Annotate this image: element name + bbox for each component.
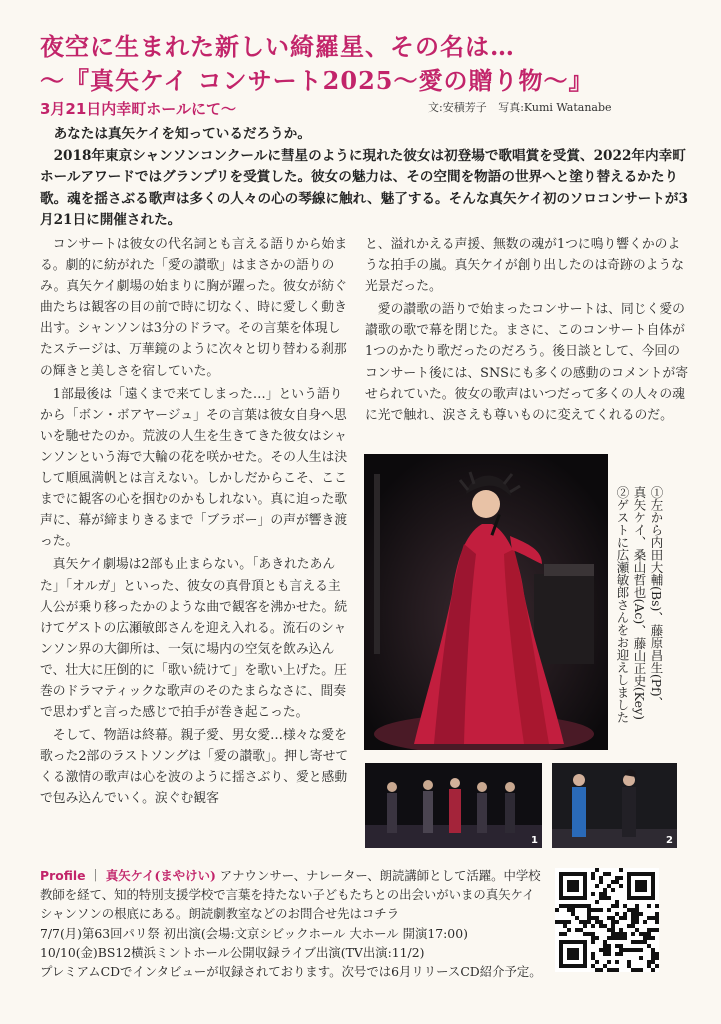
qr-module	[611, 904, 615, 908]
qr-module	[647, 964, 651, 968]
profile-name: 真矢ケイ(まやけい)	[105, 868, 216, 883]
qr-module	[623, 904, 627, 908]
qr-module	[607, 952, 611, 956]
qr-module	[559, 932, 563, 936]
qr-module	[599, 924, 603, 928]
qr-module	[567, 908, 571, 912]
qr-module	[615, 936, 619, 940]
qr-module	[631, 968, 635, 972]
qr-module	[611, 920, 615, 924]
qr-module	[595, 868, 599, 872]
qr-module	[611, 888, 615, 892]
qr-module	[599, 948, 603, 952]
qr-module	[647, 960, 651, 964]
qr-module	[611, 928, 615, 932]
qr-module	[599, 920, 603, 924]
qr-module	[655, 912, 659, 916]
qr-module	[607, 944, 611, 948]
qr-module	[579, 920, 583, 924]
qr-module	[595, 908, 599, 912]
qr-module	[615, 960, 619, 964]
qr-module	[631, 920, 635, 924]
qr-module	[635, 916, 639, 920]
qr-module	[623, 916, 627, 920]
qr-module	[639, 912, 643, 916]
qr-module	[591, 892, 595, 896]
qr-module	[635, 920, 639, 924]
qr-module	[655, 916, 659, 920]
qr-module	[591, 940, 595, 944]
qr-module	[607, 928, 611, 932]
qr-module	[651, 956, 655, 960]
qr-module	[595, 916, 599, 920]
qr-module	[639, 940, 643, 944]
qr-module	[599, 892, 603, 896]
qr-module	[635, 940, 639, 944]
qr-module	[607, 884, 611, 888]
qr-module	[651, 916, 655, 920]
qr-module	[647, 944, 651, 948]
qr-module	[595, 936, 599, 940]
qr-module	[635, 912, 639, 916]
qr-module	[559, 904, 563, 908]
qr-module	[651, 952, 655, 956]
qr-module	[615, 900, 619, 904]
qr-module	[563, 924, 567, 928]
qr-module	[599, 908, 603, 912]
qr-module	[599, 880, 603, 884]
qr-module	[591, 908, 595, 912]
qr-module	[591, 876, 595, 880]
qr-module	[655, 928, 659, 932]
qr-module	[555, 908, 559, 912]
qr-module	[635, 948, 639, 952]
qr-module	[591, 936, 595, 940]
writer-credit: 文:安積芳子	[428, 101, 487, 114]
qr-module	[655, 952, 659, 956]
qr-module	[647, 904, 651, 908]
qr-module	[563, 920, 567, 924]
body-paragraph: と、溢れかえる声援、無数の魂が1つに鳴り響くかのような拍手の嵐。真矢ケイが創り出したのは奇跡のような光景だった。	[365, 237, 685, 295]
qr-module	[575, 916, 579, 920]
qr-module	[619, 932, 623, 936]
qr-module	[619, 944, 623, 948]
qr-module	[631, 932, 635, 936]
concert-photo-guest	[552, 763, 677, 848]
qr-module	[603, 944, 607, 948]
qr-module	[631, 948, 635, 952]
event-item: プレミアムCDでインタビューが収録されております。次号では6月リリースCD紹介予定。	[40, 964, 542, 979]
qr-module	[607, 896, 611, 900]
qr-module	[619, 952, 623, 956]
qr-module	[599, 968, 603, 972]
qr-module	[563, 904, 567, 908]
qr-module	[627, 964, 631, 968]
qr-module	[575, 904, 579, 908]
event-item: 7/7(月)第63回パリ祭 初出演(会場:文京シビックホール 大ホール 開演17:00)	[40, 926, 468, 941]
qr-module	[583, 920, 587, 924]
qr-module	[567, 928, 571, 932]
qr-module	[603, 872, 607, 876]
qr-module	[619, 884, 623, 888]
body-column-left	[40, 234, 352, 812]
qr-module	[643, 932, 647, 936]
qr-module	[651, 936, 655, 940]
body-paragraph: 1部最後は「遠くまで来てしまった…」という語りから「ボン・ボアヤージュ」その言葉は彼女自身へ思いを馳せたのか。荒波の人生を生きてきた彼女はシャンソンという海で大輪の花を咲かせた。その人生は決して順風満帆とは言えない。しかしだからこそ、ここまでに観客の心を掴むのかもしれない。真に迫った歌声に、幕が締まりきるまで「ブラボー」の声が響き渡った。	[40, 386, 348, 550]
profile-label: Profile	[40, 868, 86, 883]
qr-module	[643, 940, 647, 944]
article-subtitle: 3月21日内幸町ホールにて〜	[40, 100, 237, 118]
qr-module	[591, 956, 595, 960]
qr-module	[635, 908, 639, 912]
qr-module	[643, 920, 647, 924]
qr-module	[591, 952, 595, 956]
lead-paragraph	[40, 124, 688, 232]
qr-module	[655, 956, 659, 960]
qr-module	[591, 964, 595, 968]
qr-module	[603, 888, 607, 892]
qr-module	[615, 952, 619, 956]
qr-module	[583, 904, 587, 908]
qr-module	[615, 920, 619, 924]
qr-module	[655, 904, 659, 908]
qr-module	[595, 920, 599, 924]
photo-number: 2	[666, 835, 673, 846]
qr-module	[651, 948, 655, 952]
qr-module	[571, 908, 575, 912]
photo-credit: 写真:Kumi Watanabe	[498, 101, 612, 114]
photo-number: 1	[531, 835, 538, 846]
qr-module	[615, 932, 619, 936]
qr-module	[643, 936, 647, 940]
qr-module	[623, 936, 627, 940]
qr-module	[631, 916, 635, 920]
qr-module	[579, 904, 583, 908]
qr-module	[607, 948, 611, 952]
qr-module	[559, 920, 563, 924]
qr-module	[655, 920, 659, 924]
qr-module	[623, 932, 627, 936]
qr-module	[615, 880, 619, 884]
body-paragraph: そして、物語は終幕。親子愛、男女愛…様々な愛を歌った2部のラストソングは「愛の讃歌」。押し寄せてくる激情の歌声は心を波のように揺さぶり、愛と感動で包み込んでいく。涙ぐむ観客	[40, 728, 349, 807]
qr-module	[631, 912, 635, 916]
qr-module	[647, 936, 651, 940]
qr-module	[619, 948, 623, 952]
qr-module	[647, 928, 651, 932]
credits	[428, 99, 620, 115]
qr-module	[603, 896, 607, 900]
qr-module	[615, 876, 619, 880]
qr-module	[627, 908, 631, 912]
qr-module	[627, 924, 631, 928]
qr-module	[587, 920, 591, 924]
qr-module	[651, 960, 655, 964]
qr-module	[611, 932, 615, 936]
qr-module	[611, 968, 615, 972]
qr-module	[591, 924, 595, 928]
qr-module	[587, 904, 591, 908]
qr-module	[619, 876, 623, 880]
qr-module	[627, 960, 631, 964]
qr-module	[567, 904, 571, 908]
qr-module	[619, 928, 623, 932]
qr-module	[587, 912, 591, 916]
qr-module	[555, 920, 559, 924]
title-line-1: 夜空に生まれた新しい綺羅星、その名は…	[40, 32, 515, 61]
body-paragraph: コンサートは彼女の代名詞とも言える語りから始まる。劇的に紡がれた「愛の讃歌」はまさかの語りのみ。真矢ケイ劇場の始まりに胸が躍った。彼女が紡ぐ曲たちは観客の目の前で時に切なく、時に愛しく動き出す。シャンソンは3分のドラマ。その言葉を体現したステージは、万華鏡のように次々と切り替わる刹那の輝きと美しさを宿していた。	[40, 237, 348, 379]
qr-module	[619, 916, 623, 920]
qr-module	[607, 968, 611, 972]
qr-module	[635, 928, 639, 932]
qr-module	[591, 872, 595, 876]
qr-module	[603, 948, 607, 952]
qr-module	[607, 908, 611, 912]
qr-module	[607, 872, 611, 876]
qr-module	[615, 944, 619, 948]
qr-module	[599, 876, 603, 880]
qr-module	[615, 968, 619, 972]
qr-module	[647, 916, 651, 920]
qr-module	[631, 908, 635, 912]
qr-module	[619, 936, 623, 940]
singer-on-stage-image	[364, 454, 608, 750]
photo-caption	[614, 486, 665, 756]
guest-duet-image	[552, 763, 677, 848]
lead-line: 2018年東京シャンソンコンクールに彗星のように現れた彼女は初登場で歌唱賞を受賞、2022年内幸町ホールアワードではグランプリを受賞した。彼女の魅力は、その空間を物語の世界へと塗り替えるかたり歌。魂を揺さぶる歌声は多くの人々の心の琴線に触れ、魅了する。そんな真矢ケイ初のソロコンサートが3月21日に開催された。	[40, 147, 688, 228]
qr-module	[603, 964, 607, 968]
qr-module	[631, 940, 635, 944]
qr-module	[583, 932, 587, 936]
qr-module	[587, 916, 591, 920]
qr-module	[587, 932, 591, 936]
concert-photo-main	[364, 454, 608, 750]
qr-module	[563, 932, 567, 936]
profile-text: アナウンサー、ナレーター、朗読講師として活躍。中学校教師を経て、知的特別支援学校で言葉を持たない子どもたちとの出会いがいまの真矢ケイシャンソンの根底にある。朗読劇教室などのお問合せ先はコチラ	[40, 868, 541, 921]
caption-line: ①左から内田大輔(Bs)、藤原昌生(Pf)、	[649, 486, 664, 710]
qr-module	[607, 936, 611, 940]
band-on-stage-image	[365, 763, 542, 848]
qr-module	[583, 924, 587, 928]
qr-module	[603, 952, 607, 956]
qr-module	[595, 968, 599, 972]
qr-module	[631, 924, 635, 928]
qr-module	[627, 948, 631, 952]
qr-module	[635, 904, 639, 908]
qr-module	[603, 940, 607, 944]
qr-module	[571, 904, 575, 908]
qr-module	[647, 932, 651, 936]
qr-code[interactable]	[555, 868, 659, 972]
qr-module	[595, 960, 599, 964]
profile-section: Profile ｜ 真矢ケイ(まやけい) アナウンサー、ナレーター、朗読講師として活躍。中学校教師を経て、知的特別支援学校で言葉を持たない子どもたちとの出会いがいまの真矢ケイシャンソンの根底にある。朗読劇教室などのお問合せ先はコチラ	[40, 868, 541, 921]
qr-module	[567, 920, 571, 924]
body-column-right	[365, 234, 691, 428]
lead-line: あなたは真矢ケイを知っているだろうか。	[53, 126, 311, 142]
qr-module	[611, 936, 615, 940]
qr-module	[639, 948, 643, 952]
body-paragraph: 愛の讃歌の語りで始まったコンサートは、同じく愛の讃歌の歌で幕を閉じた。まさに、このコンサート自体が1つのかたり歌だったのだろう。後日談として、今回のコンサート後には、SNSにも多くの感動のコメントが寄せられていた。彼女の歌声はいつだって多くの人々の魂に光で触れ、涙さえも尊いものに変えてくれるのだ。	[365, 302, 689, 423]
qr-module	[607, 960, 611, 964]
qr-module	[639, 956, 643, 960]
event-item: 10/10(金)BS12横浜ミントホール公開収録ライブ出演(TV出演:11/2)	[40, 945, 425, 960]
qr-module	[591, 932, 595, 936]
qr-module	[639, 932, 643, 936]
qr-module	[619, 868, 623, 872]
concert-photo-band	[365, 763, 542, 848]
qr-module	[635, 968, 639, 972]
qr-module	[595, 900, 599, 904]
caption-line: 真矢ケイ、桑山哲也(Ac)、藤山正史(Key)	[632, 486, 647, 720]
qr-module	[639, 968, 643, 972]
qr-module	[599, 896, 603, 900]
article-title	[40, 30, 710, 98]
qr-module	[651, 968, 655, 972]
qr-module	[603, 892, 607, 896]
event-list	[40, 924, 560, 981]
qr-code-icon	[555, 868, 659, 972]
qr-module	[579, 928, 583, 932]
qr-module	[615, 904, 619, 908]
qr-module	[575, 928, 579, 932]
title-line-2: 〜『真矢ケイ コンサート2025〜愛の贈り物〜』	[40, 66, 594, 95]
qr-module	[591, 916, 595, 920]
body-paragraph: 真矢ケイ劇場は2部も止まらない。「あきれたあんた」「オルガ」といった、彼女の真骨頂とも言える主人公が乗り移ったかのような曲で観客を沸かせた。続けてゲストの広瀬敏郎さんを迎え入れる。流石のシャンソン界の大御所は、一気に場内の空気を飲み込んで、壮大に圧倒的に「歌い続けて」を歌い上げた。圧巻のドラマティックな歌声のそのたまらなさに、間奏で思わずと言った感じで拍手が巻き起こった。	[40, 557, 348, 721]
qr-module	[615, 912, 619, 916]
qr-module	[611, 924, 615, 928]
qr-module	[595, 884, 599, 888]
qr-module	[611, 916, 615, 920]
qr-module	[603, 924, 607, 928]
qr-module	[611, 880, 615, 884]
qr-module	[607, 916, 611, 920]
qr-module	[623, 912, 627, 916]
qr-module	[651, 928, 655, 932]
qr-module	[623, 948, 627, 952]
caption-line: ②ゲストに広瀬敏郎さんをお迎えしました	[615, 486, 630, 724]
qr-module	[587, 908, 591, 912]
qr-module	[655, 964, 659, 968]
qr-module	[571, 912, 575, 916]
